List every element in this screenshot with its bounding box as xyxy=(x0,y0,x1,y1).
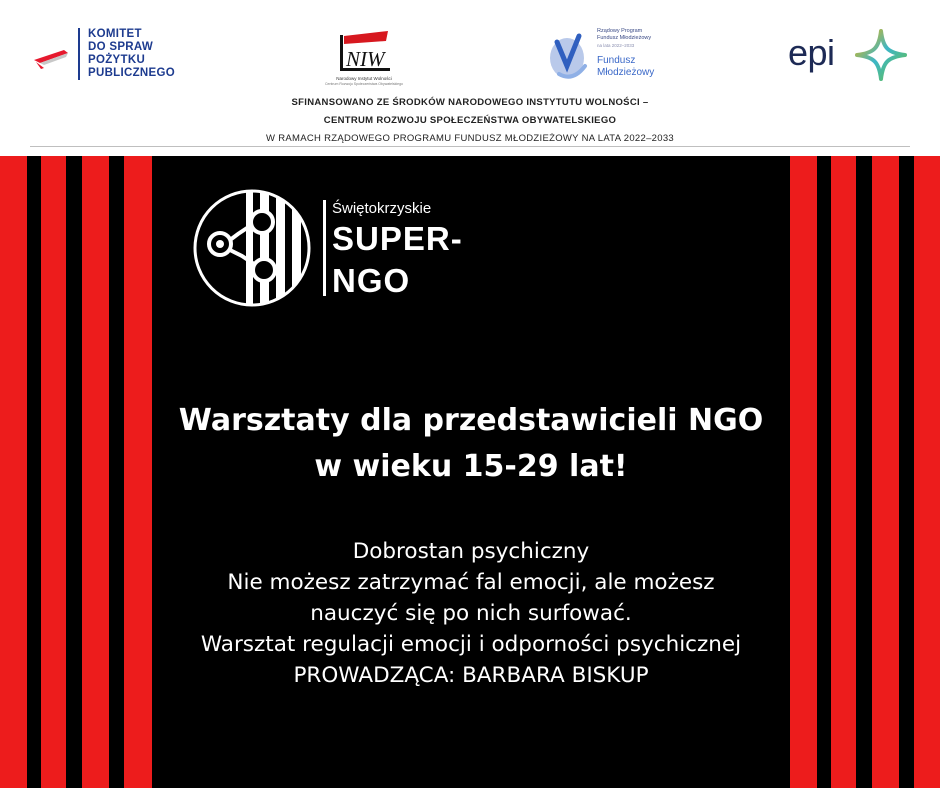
red-stripe xyxy=(914,156,940,788)
header-divider xyxy=(30,146,910,147)
niw-name: Narodowy Instytut Wolności xyxy=(336,76,392,81)
fundusz-mlodziezowy-logo xyxy=(545,28,685,84)
kppp-logo xyxy=(30,28,200,84)
funding-line: CENTRUM ROZWOJU SPOŁECZEŃSTWA OBYWATELSKIEGO xyxy=(323,115,617,126)
body-line: nauczyć się po nich surfować. xyxy=(310,601,632,626)
brand-line-2: NGO xyxy=(332,262,411,299)
kppp-name xyxy=(88,28,208,80)
epi-wordmark: epi xyxy=(788,32,835,73)
kppp-line: PUBLICZNEGO xyxy=(88,67,175,79)
body-line: Nie możesz zatrzymać fal emocji, ale możesz xyxy=(227,570,715,595)
niw-emblem-icon xyxy=(320,28,410,76)
fm-name xyxy=(597,55,687,79)
red-stripe xyxy=(0,156,27,788)
red-stripe xyxy=(124,156,152,788)
fm-small-line: Rządowy Program xyxy=(597,28,643,34)
epi-logo xyxy=(788,30,913,82)
sponsor-header xyxy=(0,0,940,156)
niw-logo xyxy=(320,28,410,88)
niw-text: NIW xyxy=(346,47,385,71)
sparkle-icon xyxy=(854,28,908,82)
red-stripe xyxy=(831,156,856,788)
kppp-line: DO SPRAW xyxy=(88,41,154,53)
funding-line: SFINANSOWANO ZE ŚRODKÓW NARODOWEGO INSTYTUTU WOLNOŚCI – xyxy=(291,97,649,108)
left-stripes xyxy=(0,156,152,788)
fundusz-emblem-icon xyxy=(545,28,595,84)
funding-statement xyxy=(0,94,940,148)
headline xyxy=(152,398,790,490)
super-ngo-emblem-icon xyxy=(190,186,315,311)
brand-tagline: Świętokrzyskie xyxy=(332,200,432,217)
kppp-line: KOMITET xyxy=(88,28,142,40)
fm-small-line: Fundusz Młodzieżowy xyxy=(597,35,652,41)
brand-line-1: SUPER- xyxy=(332,220,463,257)
polish-flag-icon xyxy=(30,42,74,76)
funding-line: W RAMACH RZĄDOWEGO PROGRAMU FUNDUSZ MŁODZIEŻOWY NA LATA 2022–2033 xyxy=(265,133,674,144)
body-line: Dobrostan psychiczny xyxy=(352,539,590,564)
red-stripe xyxy=(41,156,66,788)
right-stripes xyxy=(790,156,940,788)
fm-program-label xyxy=(597,28,687,42)
logo-divider xyxy=(323,200,326,296)
red-stripe xyxy=(790,156,817,788)
body-line: Warsztat regulacji emocji i odporności psychicznej xyxy=(200,632,742,657)
body-line: PROWADZĄCA: BARBARA BISKUP xyxy=(293,663,649,688)
super-ngo-logo xyxy=(190,186,490,311)
red-stripe xyxy=(82,156,109,788)
kppp-line: POŻYTKU xyxy=(88,54,146,66)
workshop-description xyxy=(152,536,790,691)
fm-years: na lata 2022–2033 xyxy=(597,43,635,48)
niw-subtitle: Centrum Rozwoju Społeczeństwa Obywatelskiego xyxy=(324,82,403,86)
fm-big-line: Fundusz xyxy=(597,55,636,66)
red-stripe xyxy=(872,156,899,788)
headline-line: Warsztaty dla przedstawicieli NGO xyxy=(178,403,764,438)
headline-line: w wieku 15-29 lat! xyxy=(314,449,628,484)
fm-big-line: Młodzieżowy xyxy=(597,67,655,78)
